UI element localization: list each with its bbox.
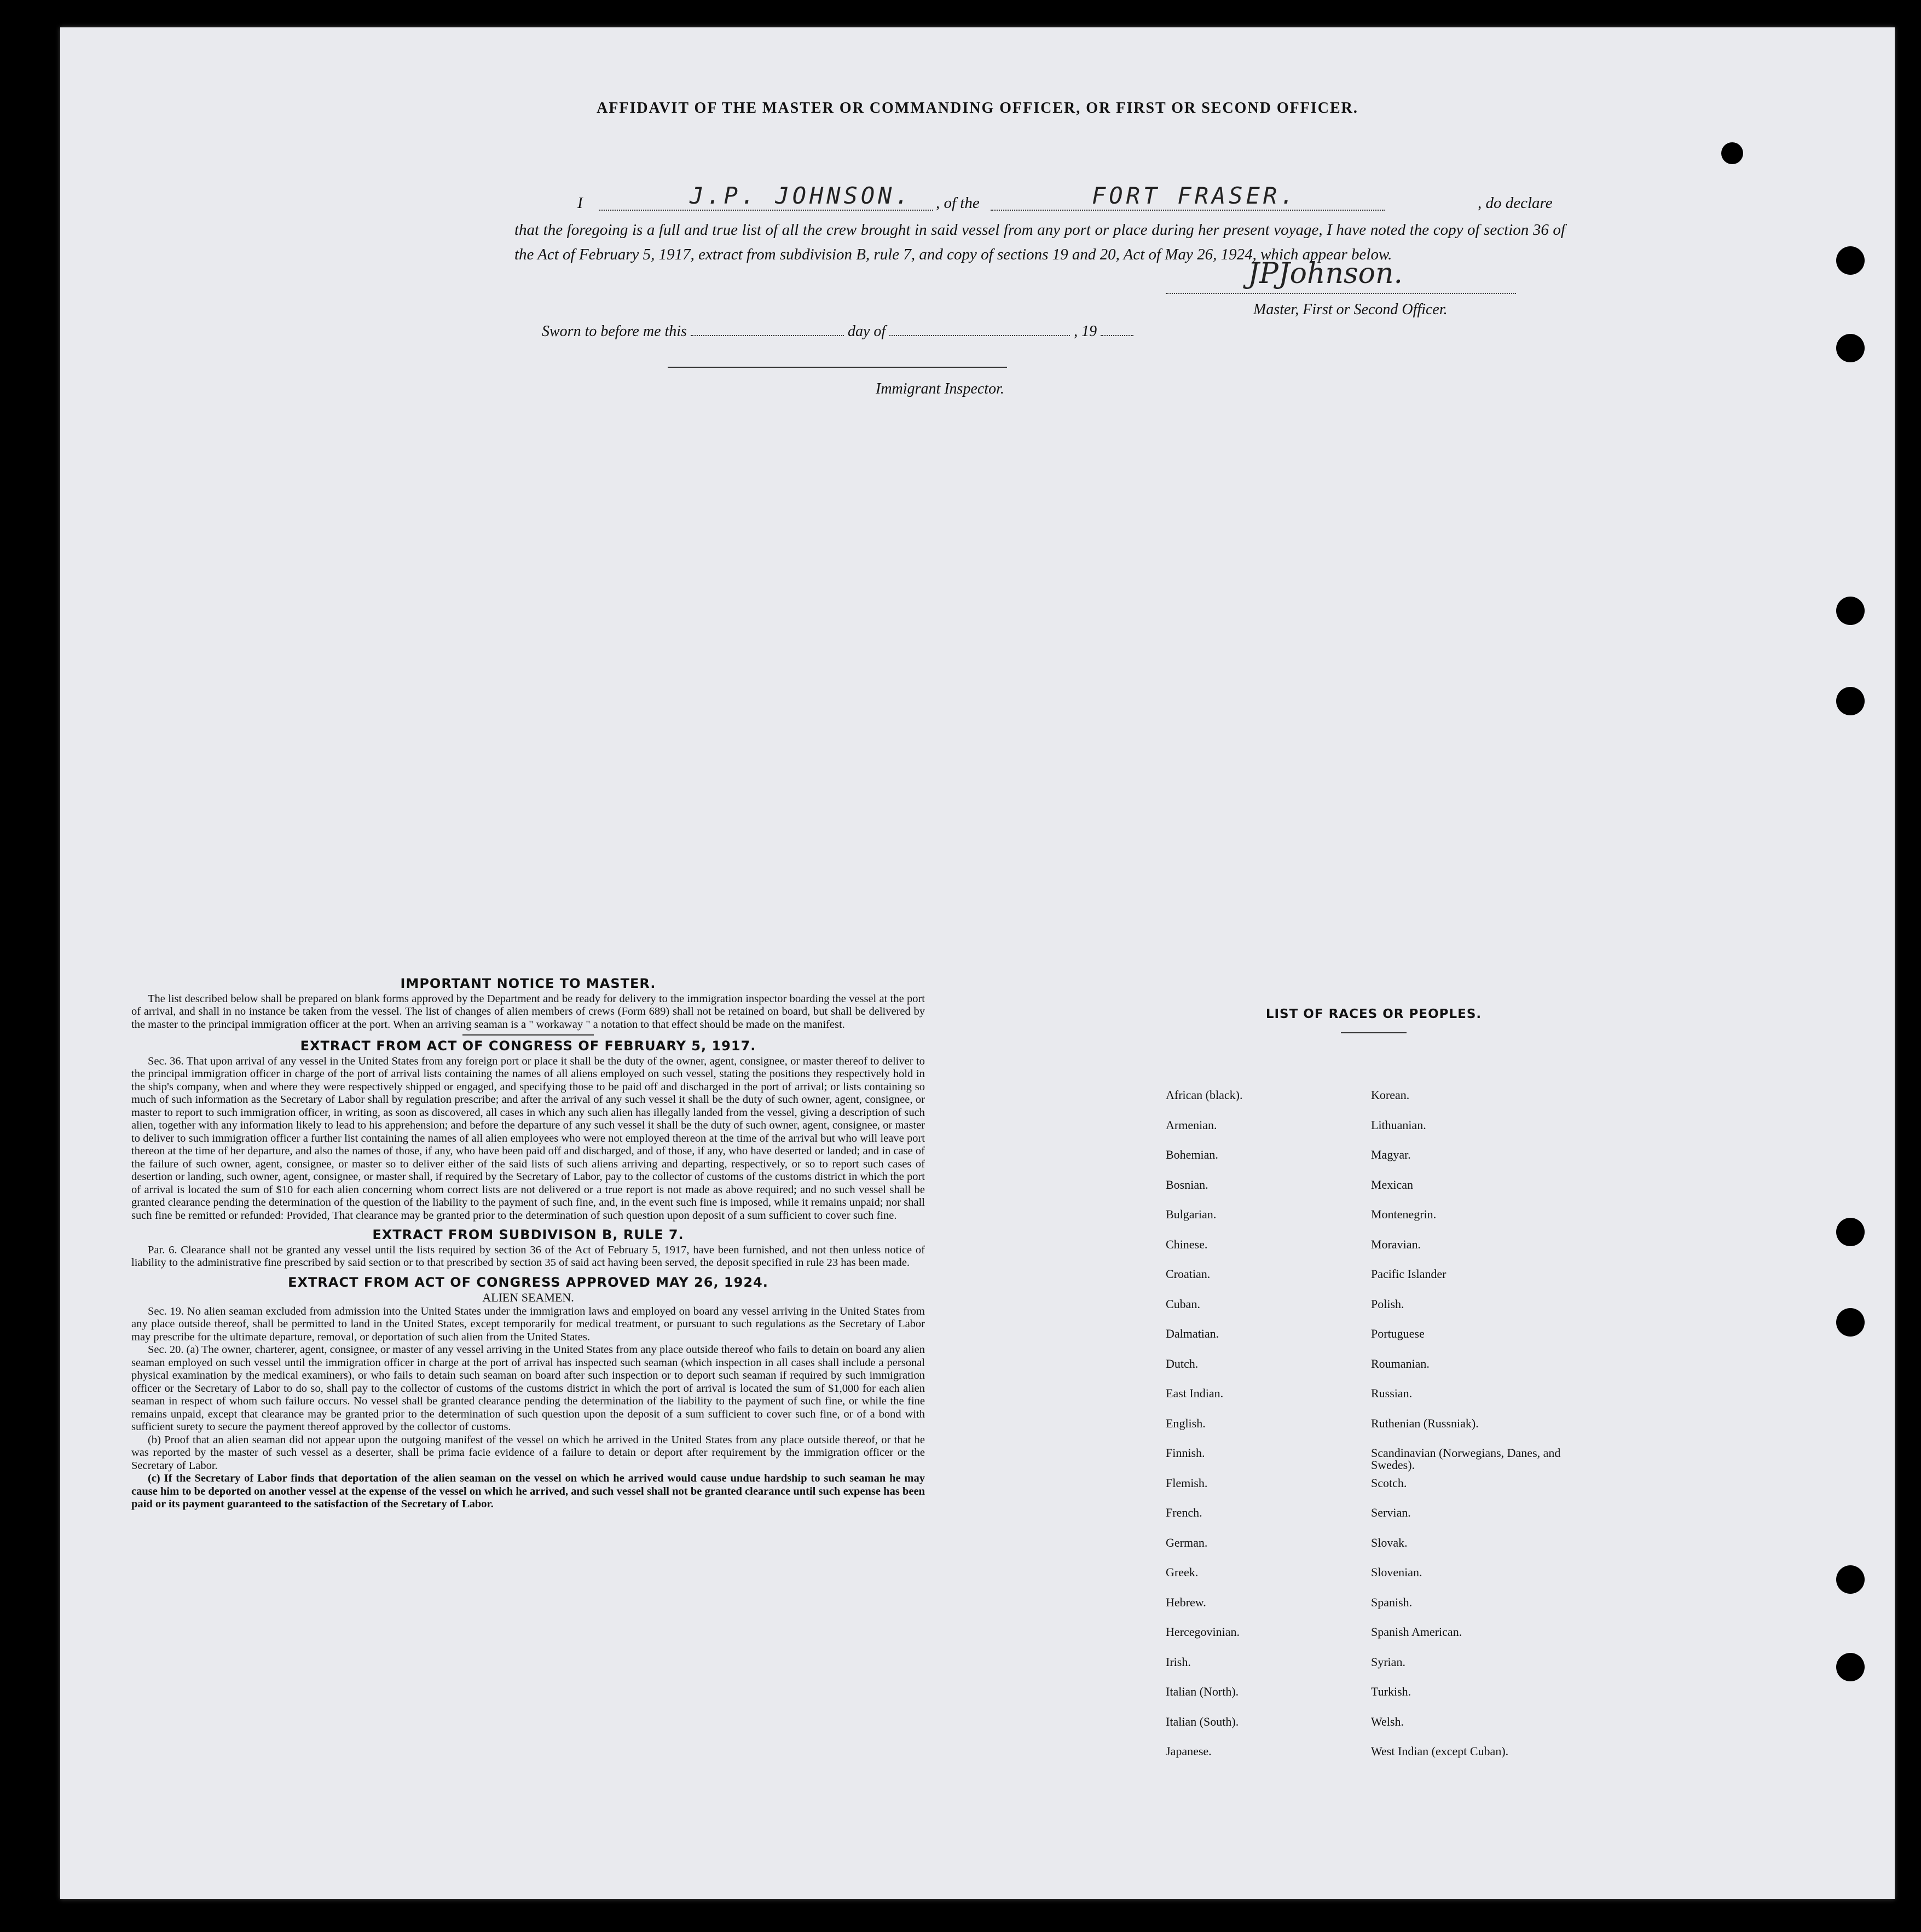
par6-text: Par. 6. Clearance shall not be granted any vessel until the lists required by section 36 of the Act of February 5, 1917, have been furnished, and not then unless notice of liability to the administrative fine prescribed by said section or to that prescribed by section 35 of said act having been served, the deposit specified in rule 23 has been made. [131,1243,925,1269]
affidavit-title: AFFIDAVIT OF THE MASTER OR COMMANDING OFFICER, OR FIRST OR SECOND OFFICER. [597,100,1358,117]
race-item-right: Portuguese [1371,1327,1425,1340]
race-item-left: African (black). [1166,1088,1243,1102]
race-item-left: Italian (South). [1166,1714,1239,1728]
sec20a-text: Sec. 20. (a) The owner, charterer, agent, consignee, or master of any vessel arriving in the United States from any place outside thereof who fails to detain on board any alien seaman employed on such vessel until the immigration officer in charge at the port of arrival has inspected such seaman (which inspection in all cases shall include a personal physical examination by the medical examiners), or who fails to detain such seaman on board after such inspection or to deport such seaman if required by such immigration officer or the Secretary of Labor to do so, shall pay to the collector of customs of the customs district in which the port of arrival is located the sum of $1,000 for each alien seaman in respect of whom such failure occurs. No vessel shall be granted clearance pending the determination of the liability to the payment of such fine, or while the fine remains unpaid, except that clearance may be granted prior to the determination of such question upon the deposit of a sum sufficient to cover such fine, or of a bond with sufficient surety to secure the payment thereof approved by the collector of customs. [131,1344,925,1433]
day-of-label: day of [847,323,886,340]
race-item-left: German. [1166,1535,1208,1549]
punch-hole [1721,142,1743,164]
race-item-left: Italian (North). [1166,1685,1239,1698]
race-item-left: Flemish. [1166,1476,1208,1490]
i-label: I [577,194,583,212]
extract2-heading: EXTRACT FROM SUBDIVISON B, RULE 7. [372,1227,684,1242]
race-item-left: Bohemian. [1166,1148,1218,1161]
sec20b-text: (b) Proof that an alien seaman did not appear upon the outgoing manifest of the vessel on which he arrived in the United States from any place outside thereof, or that he was reported by the master of such vessel as a deserter, shall be prima facie evidence of a failure to detain or deport after requirement by the immigration officer or the Secretary of Labor. [131,1433,925,1472]
punch-hole [1836,597,1865,625]
race-item-right: Roumanian. [1371,1356,1430,1370]
sworn-text: Sworn to before me this [542,323,687,340]
document-page [60,27,1895,1899]
year-field [1101,335,1133,336]
punch-hole [1836,1218,1865,1246]
race-item-left: Hercegovinian. [1166,1625,1240,1639]
race-item-right: Welsh. [1371,1714,1404,1728]
inspector-signature-line [668,367,1007,368]
race-item-left: Greek. [1166,1565,1199,1579]
race-item-left: Croatian. [1166,1267,1211,1281]
declaration-paragraph: that the foregoing is a full and true list of all the crew brought in said vessel from any port or place during her present voyage, I have noted the copy of section 36 of the Act of February 5, 1917, extract from subdivision B, rule 7, and copy of sections 19 and 20, Act of May 26, 1924, which appear below. [514,221,1565,263]
notice-heading: IMPORTANT NOTICE TO MASTER. [400,976,656,991]
of-the-label: , of the [936,194,980,212]
punch-hole [1836,334,1865,362]
race-item-left: Bosnian. [1166,1177,1208,1191]
race-item-right: Scotch. [1371,1476,1407,1490]
month-field [889,335,1070,336]
race-item-right: Spanish American. [1371,1625,1462,1639]
race-item-right: Korean. [1371,1088,1410,1102]
race-item-right: Syrian. [1371,1655,1405,1669]
race-item-right: Turkish. [1371,1685,1411,1698]
race-item-right: Magyar. [1371,1148,1411,1161]
do-declare-label: , do declare [1478,194,1553,212]
race-item-left: Irish. [1166,1655,1191,1669]
vessel-name-value: FORT FRASER. [1092,182,1298,209]
race-item-right: Servian. [1371,1506,1411,1519]
year-prefix: , 19 [1074,323,1097,340]
race-item-right: Scandinavian (Norwegians, Danes, and Swedes). [1371,1446,1561,1472]
race-item-right: Lithuanian. [1371,1118,1426,1132]
notice-section [131,974,925,1511]
race-item-right: Moravian. [1371,1237,1421,1251]
race-item-left: Cuban. [1166,1297,1200,1311]
race-item-right: Ruthenian (Russniak). [1371,1416,1479,1430]
alien-seamen-heading: ALIEN SEAMEN. [482,1291,574,1304]
race-item-left: Japanese. [1166,1744,1212,1758]
race-item-left: Bulgarian. [1166,1207,1217,1221]
race-item-right: Polish. [1371,1297,1404,1311]
race-item-right: Russian. [1371,1386,1413,1400]
race-item-right: West Indian (except Cuban). [1371,1744,1509,1758]
races-left-column [1166,1089,1363,1775]
name-field-line [599,210,933,211]
race-item-right: Slovenian. [1371,1565,1422,1579]
race-item-right: Mexican [1371,1177,1413,1191]
signature-line [1166,293,1516,294]
race-item-left: Chinese. [1166,1237,1208,1251]
extract1-heading: EXTRACT FROM ACT OF CONGRESS OF FEBRUARY 5, 1917. [300,1038,756,1054]
race-item-right: Spanish. [1371,1595,1413,1609]
master-name-value: J.P. JOHNSON. [690,182,912,209]
extract3-heading: EXTRACT FROM ACT OF CONGRESS APPROVED MAY 26, 1924. [288,1274,768,1290]
signature-label: Master, First or Second Officer. [1253,301,1448,318]
race-item-left: Dutch. [1166,1356,1199,1370]
vessel-field-line [991,210,1385,211]
sec19-text: Sec. 19. No alien seaman excluded from admission into the United States under the immigration laws and employed on board any vessel arriving in the United States from any place outside thereof, shall be permitted to land in the United States, except temporarily for medical treatment, or pursuant to such regulations as the Secretary of Labor may prescribe for the ultimate departure, removal, or deportation of such alien from the United States. [131,1305,925,1343]
race-item-left: Dalmatian. [1166,1327,1219,1340]
master-signature: JPJohnson. [1248,257,1403,290]
inspector-label: Immigrant Inspector. [876,380,1004,397]
notice-text: The list described below shall be prepared on blank forms approved by the Department and be ready for delivery to the immigration inspector boarding the vessel at the port of arrival, and shall in no instance be taken from the vessel. The list of changes of alien members of crews (Form 689) shall not be retained on board, but shall be delivered by the master to the principal immigration officer at the port. When an arriving seaman is a " workaway " a notation to that effect should be made on the manifest. [131,992,925,1031]
punch-hole [1836,246,1865,275]
races-title: LIST OF RACES OR PEOPLES. [1265,1007,1482,1021]
punch-hole [1836,1653,1865,1681]
sec36-text: Sec. 36. That upon arrival of any vessel in the United States from any foreign port or place it shall be the duty of the owner, agent, consignee, or master thereof to deliver to the principal immigration officer in charge of the port of arrival lists containing the names of all aliens employed on such vessel, stating the positions they respectively hold in the ship's company, when and where they were respectively shipped or engaged, and specifying those to be paid off and discharged in the port of arrival; or lists containing so much of such information as the Secretary of Labor shall by regulation prescribe; and after the arrival of any such vessel it shall be the duty of such owner, agent, consignee, or master to report to such immigration officer, in writing, as soon as discovered, all cases in which any such alien has illegally landed from the vessel, giving a description of such alien, together with any information likely to lead to his apprehension; and before the departure of any such vessel it shall be the duty of such owner, agent, consignee, or master to deliver to such immigration officer a further list containing the names of all alien employees who were not employed thereon at the time of the arrival but who will leave port thereon at the time of her departure, and also the names of those, if any, who have been paid off and discharged, and of those, if any, who have deserted or landed; and in case of the failure of such owner, agent, consignee, or master so to deliver either of the said lists of such aliens arriving and departing, respectively, or so to report such cases of desertion or landing, such owner, agent, consignee, or master shall, if required by the Secretary of Labor, pay to the collector of customs of the customs district in which the port of arrival is located the sum of $10 for each alien concerning whom correct lists are not delivered or a true report is not made as above required; and no such vessel shall be granted clearance pending the determination of the question of the liability to the payment of such fine, and, in the event such fine is imposed, while it remains unpaid; nor shall such fine be remitted or refunded: Provided, That clearance may be granted prior to the determination of such question upon deposit of a sum sufficient to cover such fine. [131,1055,925,1222]
race-item-left: Armenian. [1166,1118,1217,1132]
race-item-left: English. [1166,1416,1206,1430]
sworn-line [542,323,1133,340]
day-field [691,335,844,336]
races-list [1166,1007,1582,1758]
punch-hole [1836,1565,1865,1594]
race-item-right: Pacific Islander [1371,1267,1446,1281]
races-divider [1341,1032,1407,1033]
race-item-left: French. [1166,1506,1202,1519]
race-item-right: Montenegrin. [1371,1207,1437,1221]
punch-hole [1836,687,1865,715]
race-item-right: Slovak. [1371,1535,1408,1549]
race-item-left: Hebrew. [1166,1595,1206,1609]
divider [462,1034,594,1036]
punch-hole [1836,1308,1865,1337]
sec20c-text: (c) If the Secretary of Labor finds that deportation of the alien seaman on the vessel on which he arrived would cause undue hardship to such seaman he may cause him to be deported on another vessel at the expense of the vessel on which he arrived, and such vessel shall not be granted clearance until such expense has been paid or its payment guaranteed to the satisfaction of the Secretary of Labor. [131,1472,925,1510]
declaration-line [514,167,1565,212]
race-item-left: East Indian. [1166,1386,1224,1400]
races-right-column [1371,1089,1568,1775]
race-item-left: Finnish. [1166,1446,1205,1460]
